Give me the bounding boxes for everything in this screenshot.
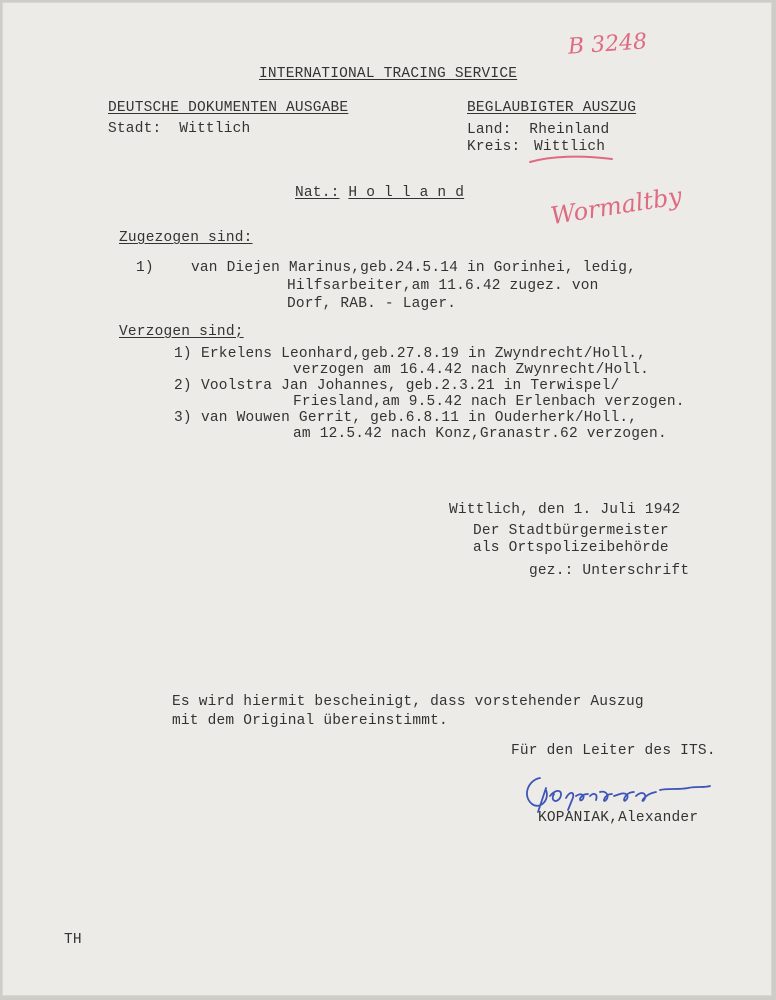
zugezogen-item-number: 1) <box>136 260 154 276</box>
footer-initials: TH <box>64 932 82 948</box>
stadt-line: Stadt: Wittlich <box>108 121 251 137</box>
verzogen-item-line: Friesland,am 9.5.42 nach Erlenbach verzogen. <box>293 394 685 410</box>
place-date: Wittlich, den 1. Juli 1942 <box>449 502 681 518</box>
certification-line-1: Es wird hiermit bescheinigt, dass vorstehender Auszug <box>172 694 644 710</box>
verzogen-item-line: Voolstra Jan Johannes, geb.2.3.21 in Terwispel/ <box>201 378 620 394</box>
signer-name: KOPANIAK,Alexander <box>538 810 699 826</box>
right-heading: BEGLAUBIGTER AUSZUG <box>467 100 637 116</box>
document-page <box>2 2 772 996</box>
gez-signature-note: gez.: Unterschrift <box>529 563 690 579</box>
zugezogen-item-line: Dorf, RAB. - Lager. <box>287 296 457 312</box>
kreis-value: Wittlich <box>534 139 606 155</box>
zugezogen-heading: Zugezogen sind: <box>119 230 253 246</box>
verzogen-item-line: am 12.5.42 nach Konz,Granastr.62 verzogen. <box>293 426 667 442</box>
corner-annotation: B 3248 <box>567 29 648 60</box>
document-title: INTERNATIONAL TRACING SERVICE <box>259 66 518 82</box>
verzogen-item-line: Erkelens Leonhard,geb.27.8.19 in Zwyndrecht/Holl., <box>201 346 647 362</box>
left-heading: DEUTSCHE DOKUMENTEN AUSGABE <box>108 100 349 116</box>
office-line-2: als Ortspolizeibehörde <box>473 540 669 556</box>
office-line-1: Der Stadtbürgermeister <box>473 523 669 539</box>
for-leader-line: Für den Leiter des ITS. <box>511 743 716 759</box>
red-underline-mark <box>526 152 616 168</box>
verzogen-heading: Verzogen sind; <box>119 324 244 340</box>
land-line: Land: Rheinland <box>467 122 610 138</box>
handwritten-note: Wormaltby <box>548 181 684 231</box>
zugezogen-item-line: Hilfsarbeiter,am 11.6.42 zugez. von <box>287 278 599 294</box>
zugezogen-item-line: van Diejen Marinus,geb.24.5.14 in Gorinhei, ledig, <box>191 260 637 276</box>
kreis-label: Kreis: <box>467 139 521 155</box>
verzogen-item-number: 2) <box>174 378 192 394</box>
verzogen-item-number: 3) <box>174 410 192 426</box>
verzogen-item-line: van Wouwen Gerrit, geb.6.8.11 in Ouderherk/Holl., <box>201 410 638 426</box>
nationality-value: H o l l a n d <box>348 185 465 201</box>
verzogen-item-line: verzogen am 16.4.42 nach Zwynrecht/Holl. <box>293 362 650 378</box>
handwritten-signature <box>510 766 720 816</box>
certification-line-2: mit dem Original übereinstimmt. <box>172 713 448 729</box>
verzogen-item-number: 1) <box>174 346 192 362</box>
nationality-label: Nat.: H o l l a n d <box>295 185 465 201</box>
